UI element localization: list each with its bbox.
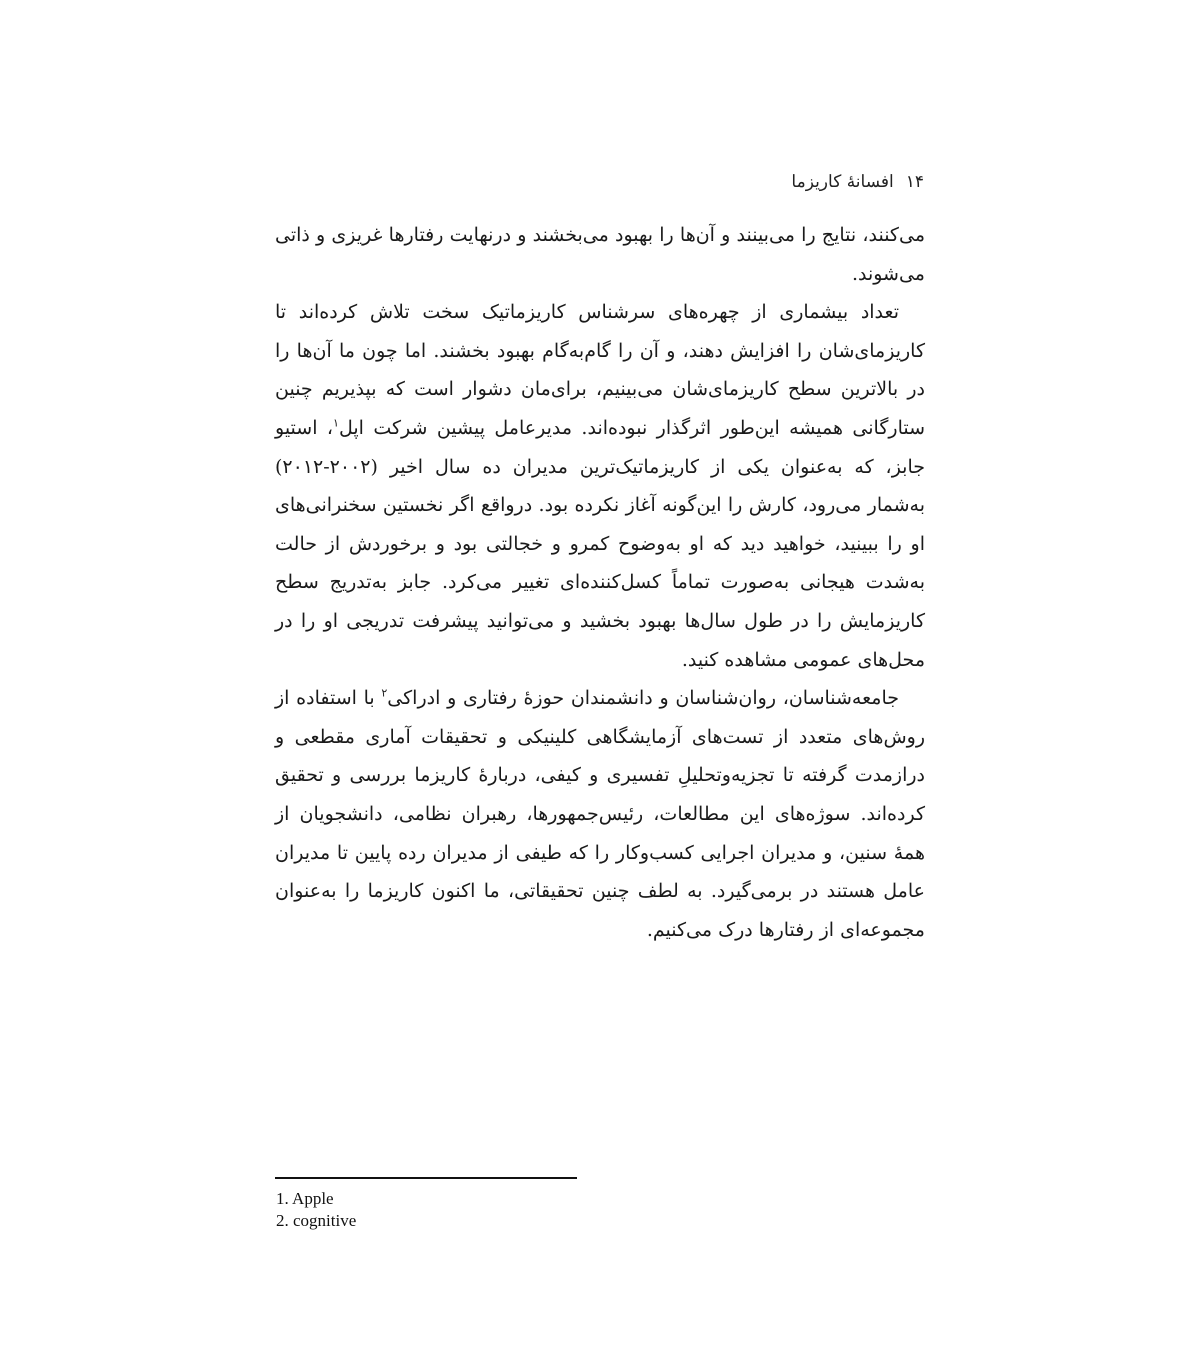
book-title: افسانهٔ کاریزما [791, 172, 894, 192]
page-number: ۱۴ [905, 172, 924, 192]
footnotes [276, 1188, 356, 1232]
footnote-marker-2: ۲ [381, 686, 388, 700]
paragraph-2-part-2: ، استیو جابز، که به‌عنوان یکی از کاریزماتیک‌ترین مدیران ده سال اخیر (۲۰۰۲-۲۰۱۲) به‌شمار می‌رود، کارش را این‌گونه آغاز نکرده بود. درواقع اگر نخستین سخنرانی‌های او را ببینید، خواهید دید که او به‌وضوح کمرو و خجالتی بود و برخوردش از حالت به‌شدت هیجانی به‌صورت تماماً کسل‌کننده‌ای تغییر می‌کرد. جابز به‌تدریج سطح کاریزمایش را در طول سال‌ها بهبود بخشید و می‌توانید پیشرفت تدریجی او را در محل‌های عمومی مشاهده کنید. [275, 416, 925, 671]
paragraph-3-part-2: با استفاده از روش‌های متعدد از تست‌های آزمایشگاهی کلینیکی و تحقیقات آماری مقطعی و درازمدت گرفته تا تجزیه‌وتحلیلِ تفسیری و کیفی، دربارهٔ کاریزما بررسی و تحقیق کرده‌اند. سوژه‌های این مطالعات، رئیس‌جمهورها، رهبران نظامی، دانشجویان از همهٔ سنین، و مدیران اجرایی کسب‌وکار را که طیفی از مدیران رده پایین تا مدیران عامل هستند در برمی‌گیرد. به لطف چنین تحقیقاتی، ما اکنون کاریزما را به‌عنوان مجموعه‌ای از رفتارها درک می‌کنیم. [275, 687, 925, 941]
paragraph-1: می‌کنند، نتایج را می‌بینند و آن‌ها را بهبود می‌بخشند و درنهایت رفتارها غریزی و ذاتی می‌شوند. [275, 224, 925, 285]
footnote-divider [275, 1177, 577, 1179]
footnote-marker-1: ۱ [333, 416, 339, 430]
running-header [791, 172, 924, 192]
paragraph-3 [275, 679, 925, 949]
footnote-2: 2. cognitive [276, 1211, 357, 1230]
paragraph-3-part-1: جامعه‌شناسان، روان‌شناسان و دانشمندان حوزهٔ رفتاری و ادراکی [387, 687, 899, 710]
paragraph-2 [275, 293, 925, 679]
footnote-1: 1. Apple [276, 1189, 334, 1208]
paragraph-2-part-1: تعداد بیشماری از چهره‌های سرشناس کاریزماتیک سخت تلاش کرده‌اند تا کاریزمای‌شان را افزایش دهند، و آن را گام‌به‌گام بهبود بخشند. اما چون ما آن‌ها را در بالاترین سطح کاریزمای‌شان می‌بینیم، برای‌مان دشوار است که بپذیریم چنین ستارگانی همیشه این‌طور اثرگذار نبوده‌اند. مدیرعامل پیشین شرکت اپل [275, 301, 926, 439]
body-text [275, 216, 925, 949]
